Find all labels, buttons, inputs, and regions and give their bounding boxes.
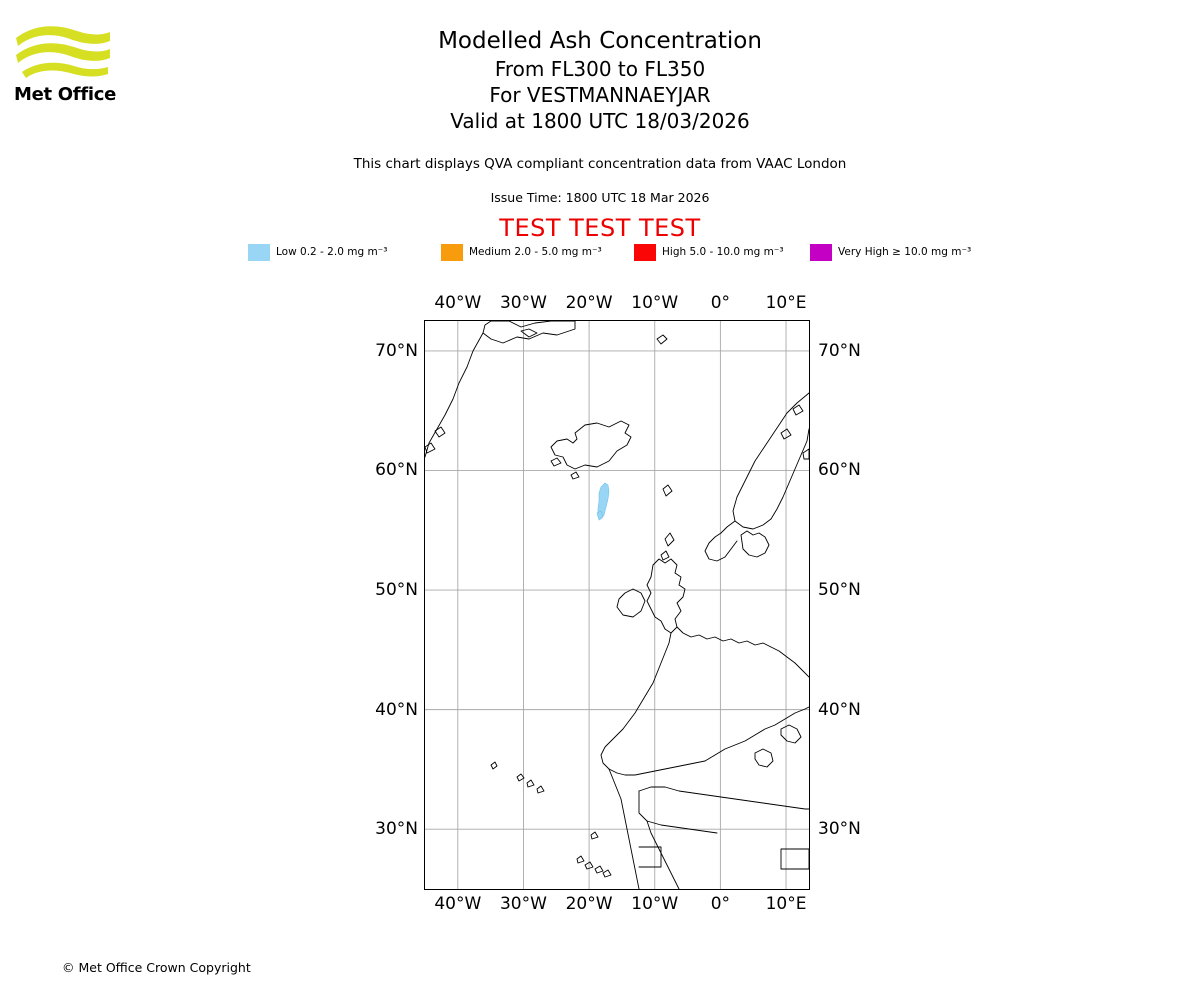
legend-swatch	[441, 244, 463, 261]
x-axis-tick-bottom: 10°E	[765, 894, 807, 914]
legend-swatch	[810, 244, 832, 261]
title-line-3: For VESTMANNAEYJAR	[489, 83, 711, 107]
y-axis-tick-right: 70°N	[818, 340, 861, 361]
x-axis-tick-top: 0°	[710, 293, 731, 313]
x-axis-tick-bottom: 10°W	[631, 894, 679, 914]
met-office-wave-icon	[12, 22, 122, 84]
x-axis-tick-top: 10°E	[765, 293, 807, 313]
title-line-4: Valid at 1800 UTC 18/03/2026	[450, 109, 750, 133]
title-line-1: Modelled Ash Concentration	[438, 28, 762, 54]
x-axis-tick-bottom: 0°	[710, 894, 731, 914]
x-axis-tick-bottom: 30°W	[499, 894, 547, 914]
page-title	[200, 26, 1000, 134]
y-axis-tick-left: 50°N	[375, 580, 418, 601]
y-axis-tick-left: 70°N	[375, 340, 418, 361]
x-axis-tick-top: 30°W	[499, 293, 547, 313]
qva-note: This chart displays QVA compliant concentration data from VAAC London	[353, 156, 847, 172]
x-axis-tick-top: 40°W	[434, 293, 482, 313]
y-axis-tick-left: 60°N	[375, 460, 418, 481]
legend-swatch	[248, 244, 270, 261]
x-axis-tick-bottom: 40°W	[434, 894, 482, 914]
x-axis-tick-bottom: 20°W	[565, 894, 613, 914]
x-axis-tick-top: 10°W	[631, 293, 679, 313]
y-axis-tick-right: 40°N	[818, 699, 861, 720]
legend-label: High 5.0 - 10.0 mg m⁻³	[662, 246, 784, 258]
ash-plume-low	[597, 483, 609, 520]
map-gridlines	[425, 321, 809, 889]
concentration-legend	[248, 243, 998, 263]
y-axis-tick-left: 30°N	[375, 819, 418, 840]
legend-label: Very High ≥ 10.0 mg m⁻³	[838, 246, 972, 258]
y-axis-tick-right: 50°N	[818, 580, 861, 601]
map-frame	[424, 320, 810, 890]
legend-item	[810, 243, 971, 261]
legend-swatch	[634, 244, 656, 261]
map-coastlines	[425, 321, 809, 889]
y-axis-tick-right: 30°N	[818, 819, 861, 840]
legend-item	[248, 243, 387, 261]
issue-time: Issue Time: 1800 UTC 18 Mar 2026	[490, 190, 710, 205]
y-axis-tick-right: 60°N	[818, 460, 861, 481]
x-axis-tick-top: 20°W	[565, 293, 613, 313]
legend-item	[634, 243, 784, 261]
met-office-logo	[12, 22, 122, 117]
title-line-2: From FL300 to FL350	[494, 57, 706, 81]
test-banner: TEST TEST TEST	[499, 214, 701, 242]
legend-item	[441, 243, 602, 261]
legend-label: Medium 2.0 - 5.0 mg m⁻³	[469, 246, 602, 258]
ash-concentration-map	[375, 293, 861, 914]
copyright-text: © Met Office Crown Copyright	[62, 960, 251, 975]
legend-label: Low 0.2 - 2.0 mg m⁻³	[276, 246, 388, 258]
y-axis-tick-left: 40°N	[375, 699, 418, 720]
met-office-logo-text: Met Office	[14, 84, 117, 105]
